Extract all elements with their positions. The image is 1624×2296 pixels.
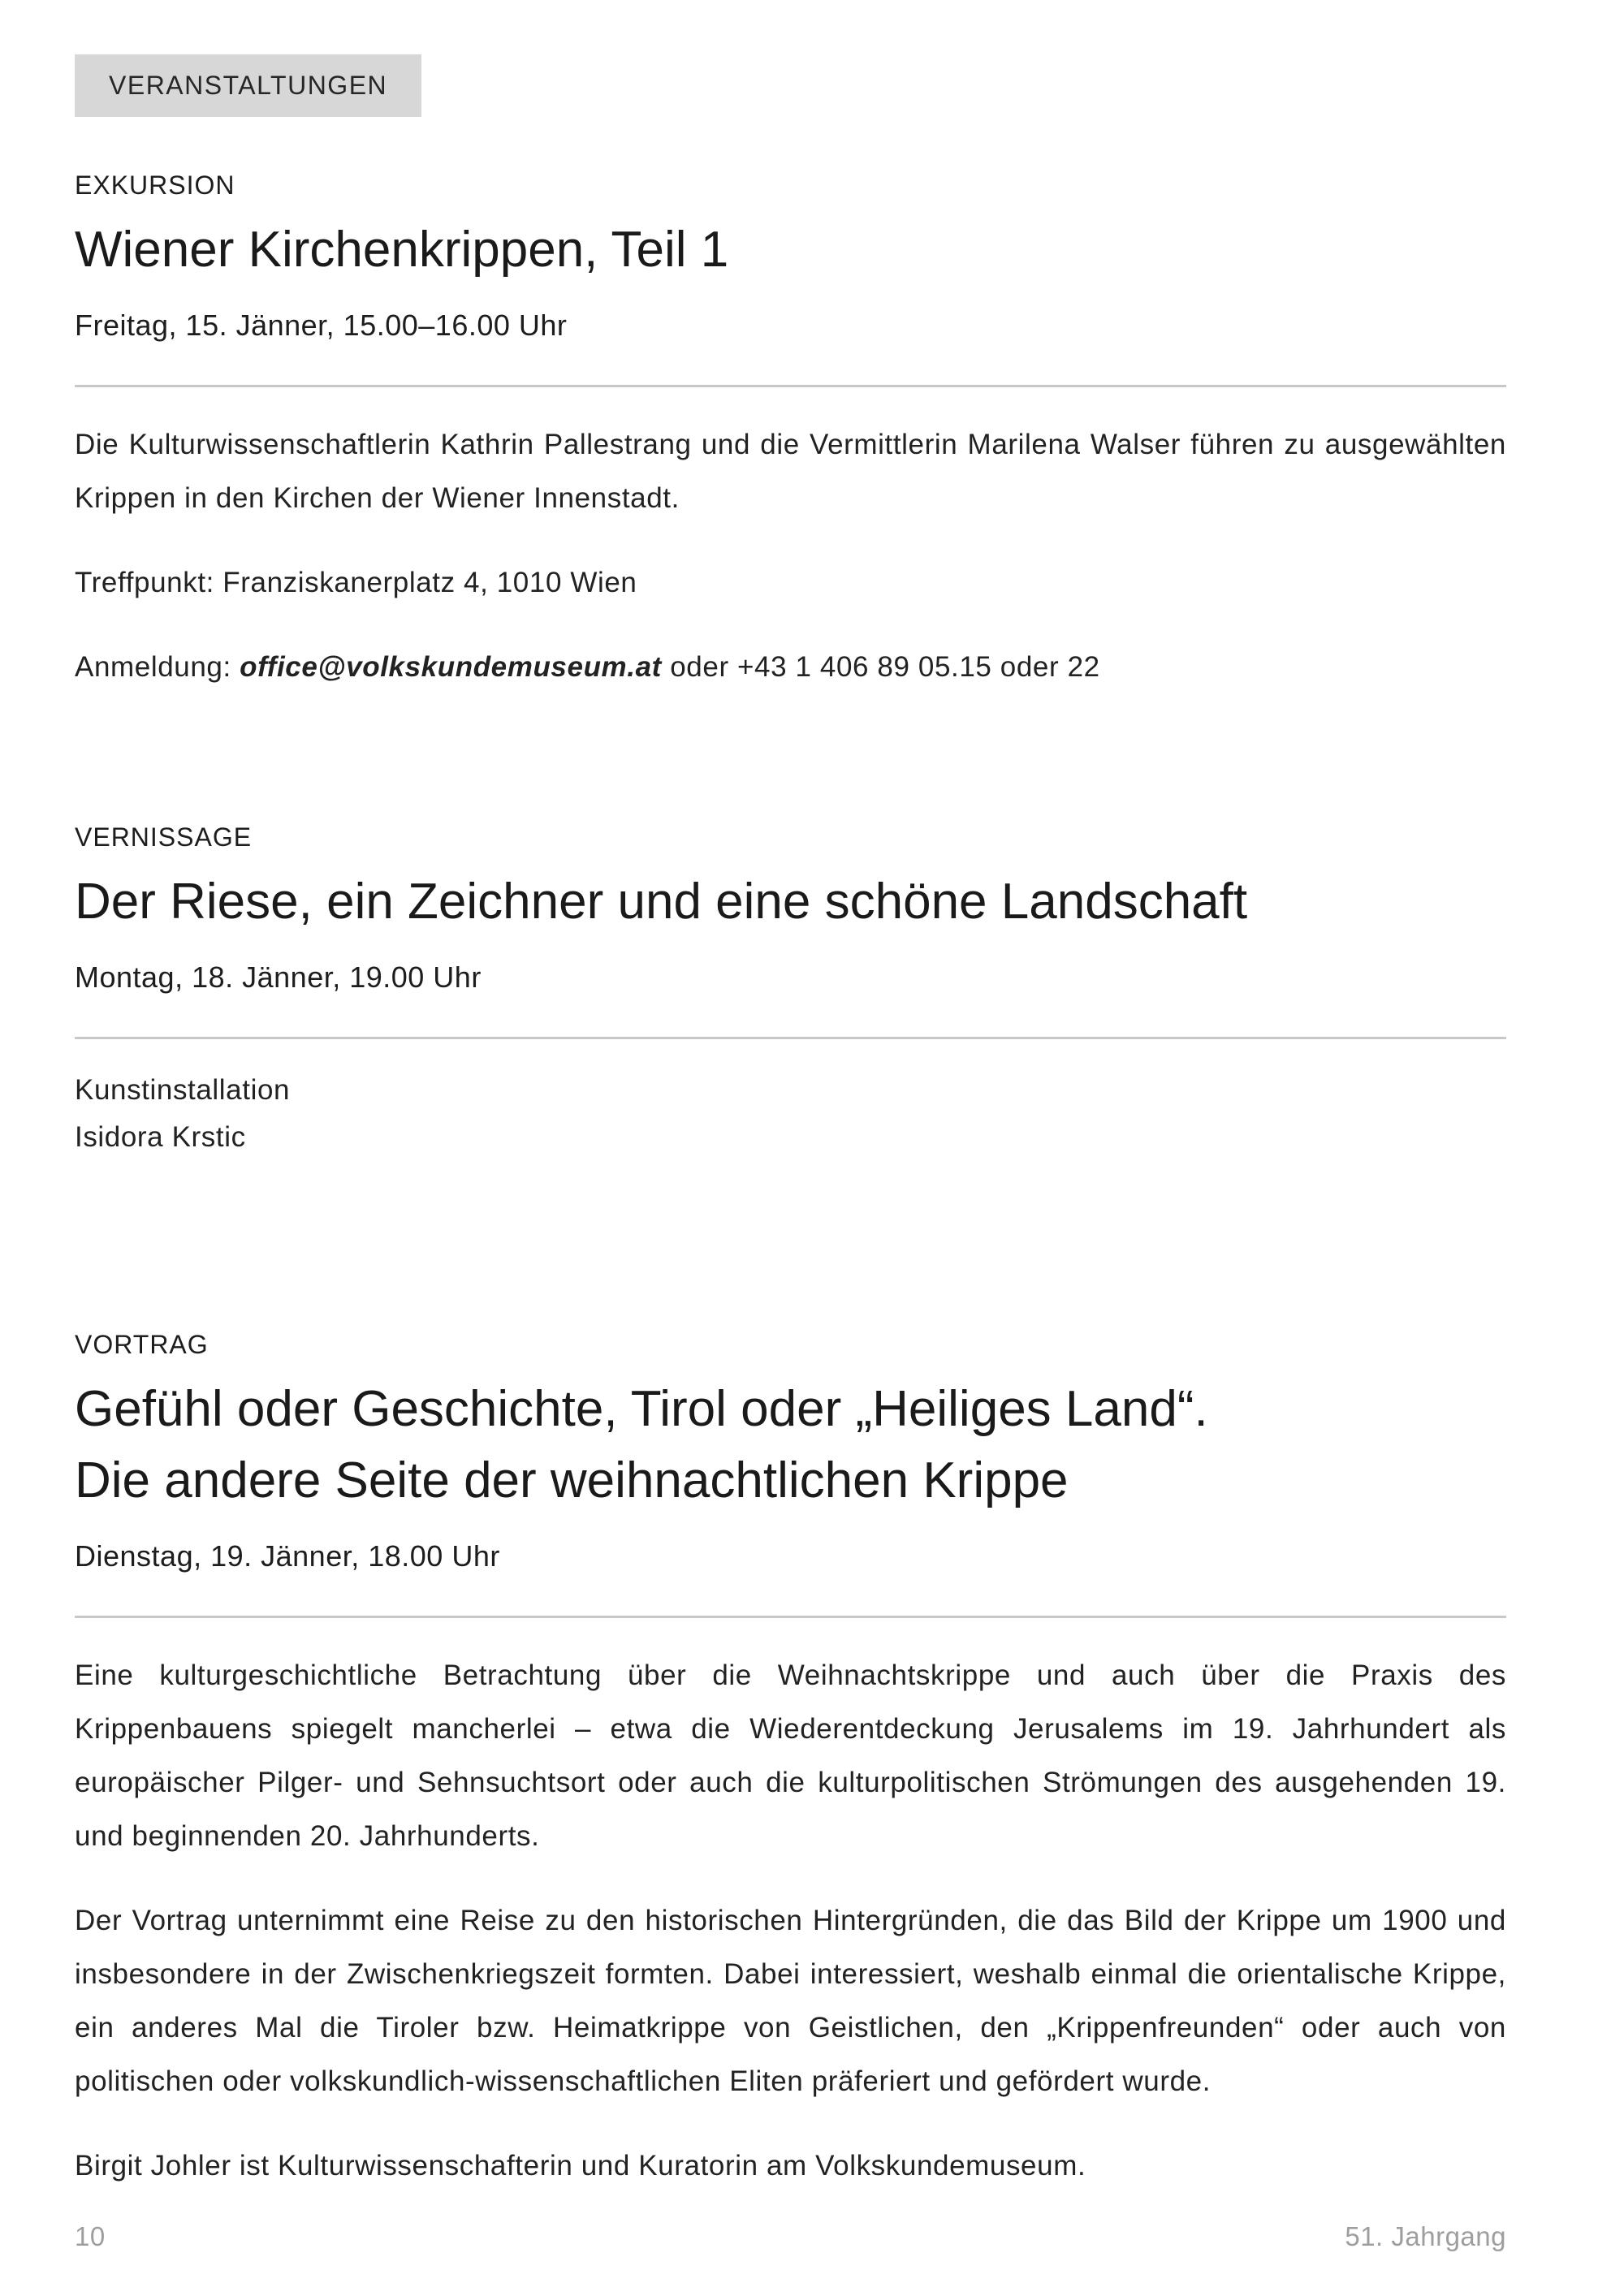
event-datetime: Freitag, 15. Jänner, 15.00–16.00 Uhr [75,309,568,342]
event-title-line: Der Riese, ein Zeichner und eine schöne Landschaft [75,874,1248,930]
meeting-point: Treffpunkt: Franziskanerplatz 4, 1010 Wien [75,567,637,598]
event-kicker: VORTRAG [75,1330,209,1359]
event-description: Die Kulturwissenschaftlerin Kathrin Pallestrang und die Vermittlerin Marilena Walser führen zu ausgewählten Krippen in den Kirchen der Wiener Innenstadt. [75,429,1506,514]
registration-prefix: Anmeldung: [75,651,240,683]
section-divider [75,1616,1506,1618]
event-kicker: EXKURSION [75,170,235,200]
event-credit-type: Kunstinstallation [75,1074,291,1106]
volume-label: 51. Jahrgang [1345,2221,1506,2251]
event-vernissage [75,821,1506,1161]
registration-suffix: oder +43 1 406 89 05.15 oder 22 [661,651,1100,683]
event-title [75,866,1506,938]
event-title-line: Wiener Kirchenkrippen, Teil 1 [75,222,729,278]
event-title [75,1374,1506,1517]
events-section-badge: VERANSTALTUNGEN [75,54,421,117]
event-credit-artist: Isidora Krstic [75,1121,246,1153]
page-footer [75,2221,1506,2252]
event-exkursion [75,169,1506,694]
event-datetime: Montag, 18. Jänner, 19.00 Uhr [75,960,482,994]
event-title [75,214,1506,286]
event-description-paragraph: Der Vortrag unternimmt eine Reise zu den historischen Hintergründen, die das Bild der Krippe um 1900 und insbesondere in der Zwischenkriegszeit formten. Dabei interessiert, weshalb einmal die orientalische Krippe, ein anderes Mal die Tiroler bzw. Heimatkrippe von Geistlichen, den „Krippenfreunden“ oder auch von politischen oder volkskundlich-wissenschaftlichen Eliten präferiert und gefördert wurde. [75,1905,1506,2097]
event-title-line: Die andere Seite der weihnachtlichen Krippe [75,1452,1069,1508]
section-divider [75,385,1506,387]
event-description-paragraph: Eine kulturgeschichtliche Betrachtung über die Weihnachtskrippe und auch über die Praxis des Krippenbauens spiegelt mancherlei – etwa die Wiederentdeckung Jerusalems im 19. Jahrhundert als europäischer Pilger- und Sehnsuchtsort oder auch die kulturpolitischen Strömungen des ausgehenden 19. und beginnenden 20. Jahrhunderts. [75,1659,1506,1852]
page-number: 10 [75,2221,106,2251]
speaker-bio: Birgit Johler ist Kulturwissenschafterin und Kuratorin am Volkskundemuseum. [75,2150,1086,2182]
registration-line [75,641,1506,694]
event-datetime: Dienstag, 19. Jänner, 18.00 Uhr [75,1539,500,1573]
event-vortrag [75,1328,1506,2193]
registration-email: office@volkskundemuseum.at [240,651,662,683]
event-title-line: Gefühl oder Geschichte, Tirol oder „Heiliges Land“. [75,1381,1208,1437]
section-divider [75,1037,1506,1039]
event-kicker: VERNISSAGE [75,822,253,852]
